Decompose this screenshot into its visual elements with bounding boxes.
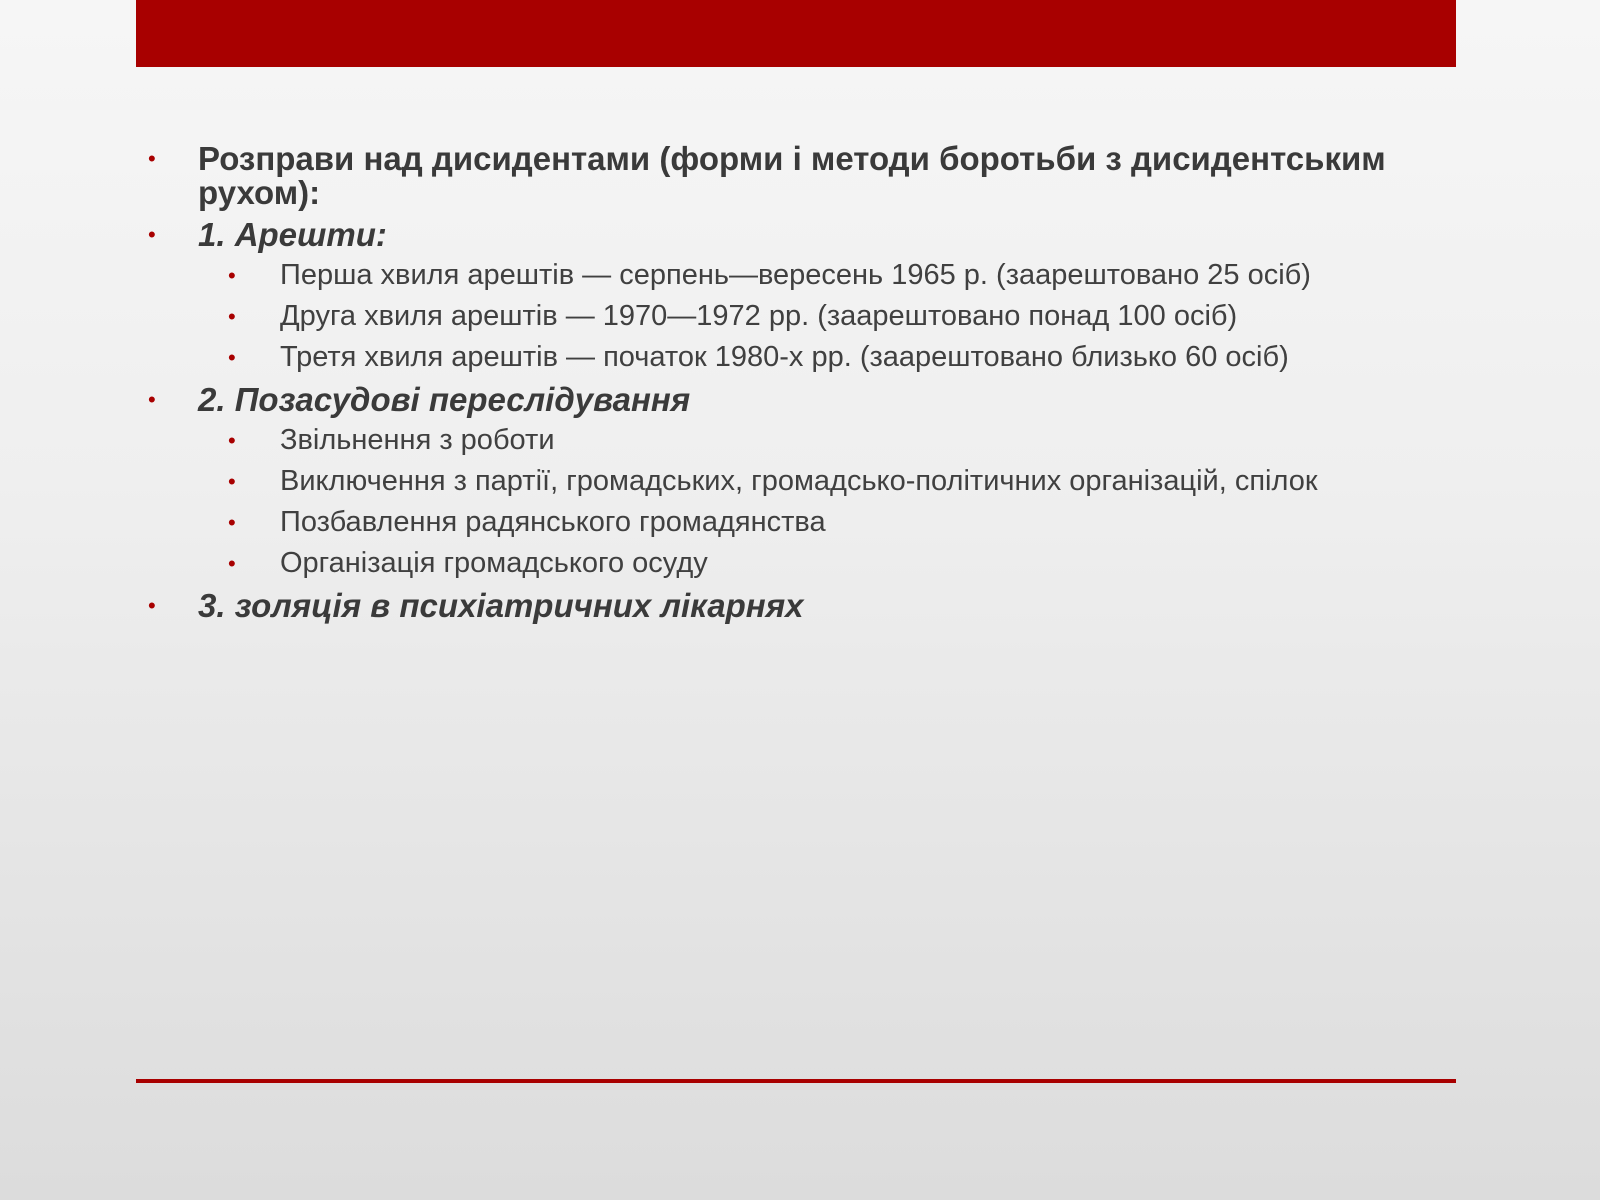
sublist-item-text: Друга хвиля арештів — 1970—1972 рр. (заарештовано понад 100 осіб) (280, 300, 1238, 332)
list-item-text: 3. золяція в психіатричних лікарнях (198, 587, 804, 624)
sublist-item-text: Перша хвиля арештів — серпень—вересень 1965 р. (заарештовано 25 осіб) (280, 259, 1311, 291)
list-item (148, 142, 1388, 210)
list-item (148, 383, 1388, 417)
bullet-icon: • (148, 146, 156, 171)
bullet-icon: • (148, 387, 156, 412)
sublist-item (148, 425, 1388, 456)
sublist-item (148, 342, 1388, 373)
bullet-icon: • (228, 551, 236, 576)
sublist-item-text: Позбавлення радянського громадянства (280, 506, 826, 538)
list-item-text: 2. Позасудові переслідування (198, 381, 691, 418)
sublist-item-text: Третя хвиля арештів — початок 1980-х рр. (заарештовано близько 60 осіб) (280, 341, 1289, 373)
sublist-item-text: Організація громадського осуду (280, 547, 708, 579)
bullet-icon: • (228, 345, 236, 370)
bullet-icon: • (228, 428, 236, 453)
sublist (148, 260, 1388, 373)
bullet-icon: • (148, 593, 156, 618)
sublist-item (148, 260, 1388, 291)
sublist-item-text: Звільнення з роботи (280, 424, 555, 456)
header-accent-bar (136, 0, 1456, 67)
sublist-item (148, 466, 1388, 497)
sublist (148, 425, 1388, 579)
list-item-text: 1. Арешти: (198, 216, 387, 253)
bullet-icon: • (228, 469, 236, 494)
bullet-icon: • (228, 263, 236, 288)
list-item (148, 589, 1388, 623)
sublist-item (148, 301, 1388, 332)
sublist-item (148, 548, 1388, 579)
bullet-icon: • (228, 510, 236, 535)
slide-content (148, 142, 1388, 631)
bullet-icon: • (228, 304, 236, 329)
sublist-item (148, 507, 1388, 538)
footer-rule (136, 1079, 1456, 1083)
bullet-icon: • (148, 222, 156, 247)
sublist-item-text: Виключення з партії, громадських, громадсько-політичних організацій, спілок (280, 465, 1318, 497)
list-item-text: Розправи над дисидентами (форми і методи боротьби з дисидентським рухом): (198, 140, 1386, 211)
list-item (148, 218, 1388, 252)
